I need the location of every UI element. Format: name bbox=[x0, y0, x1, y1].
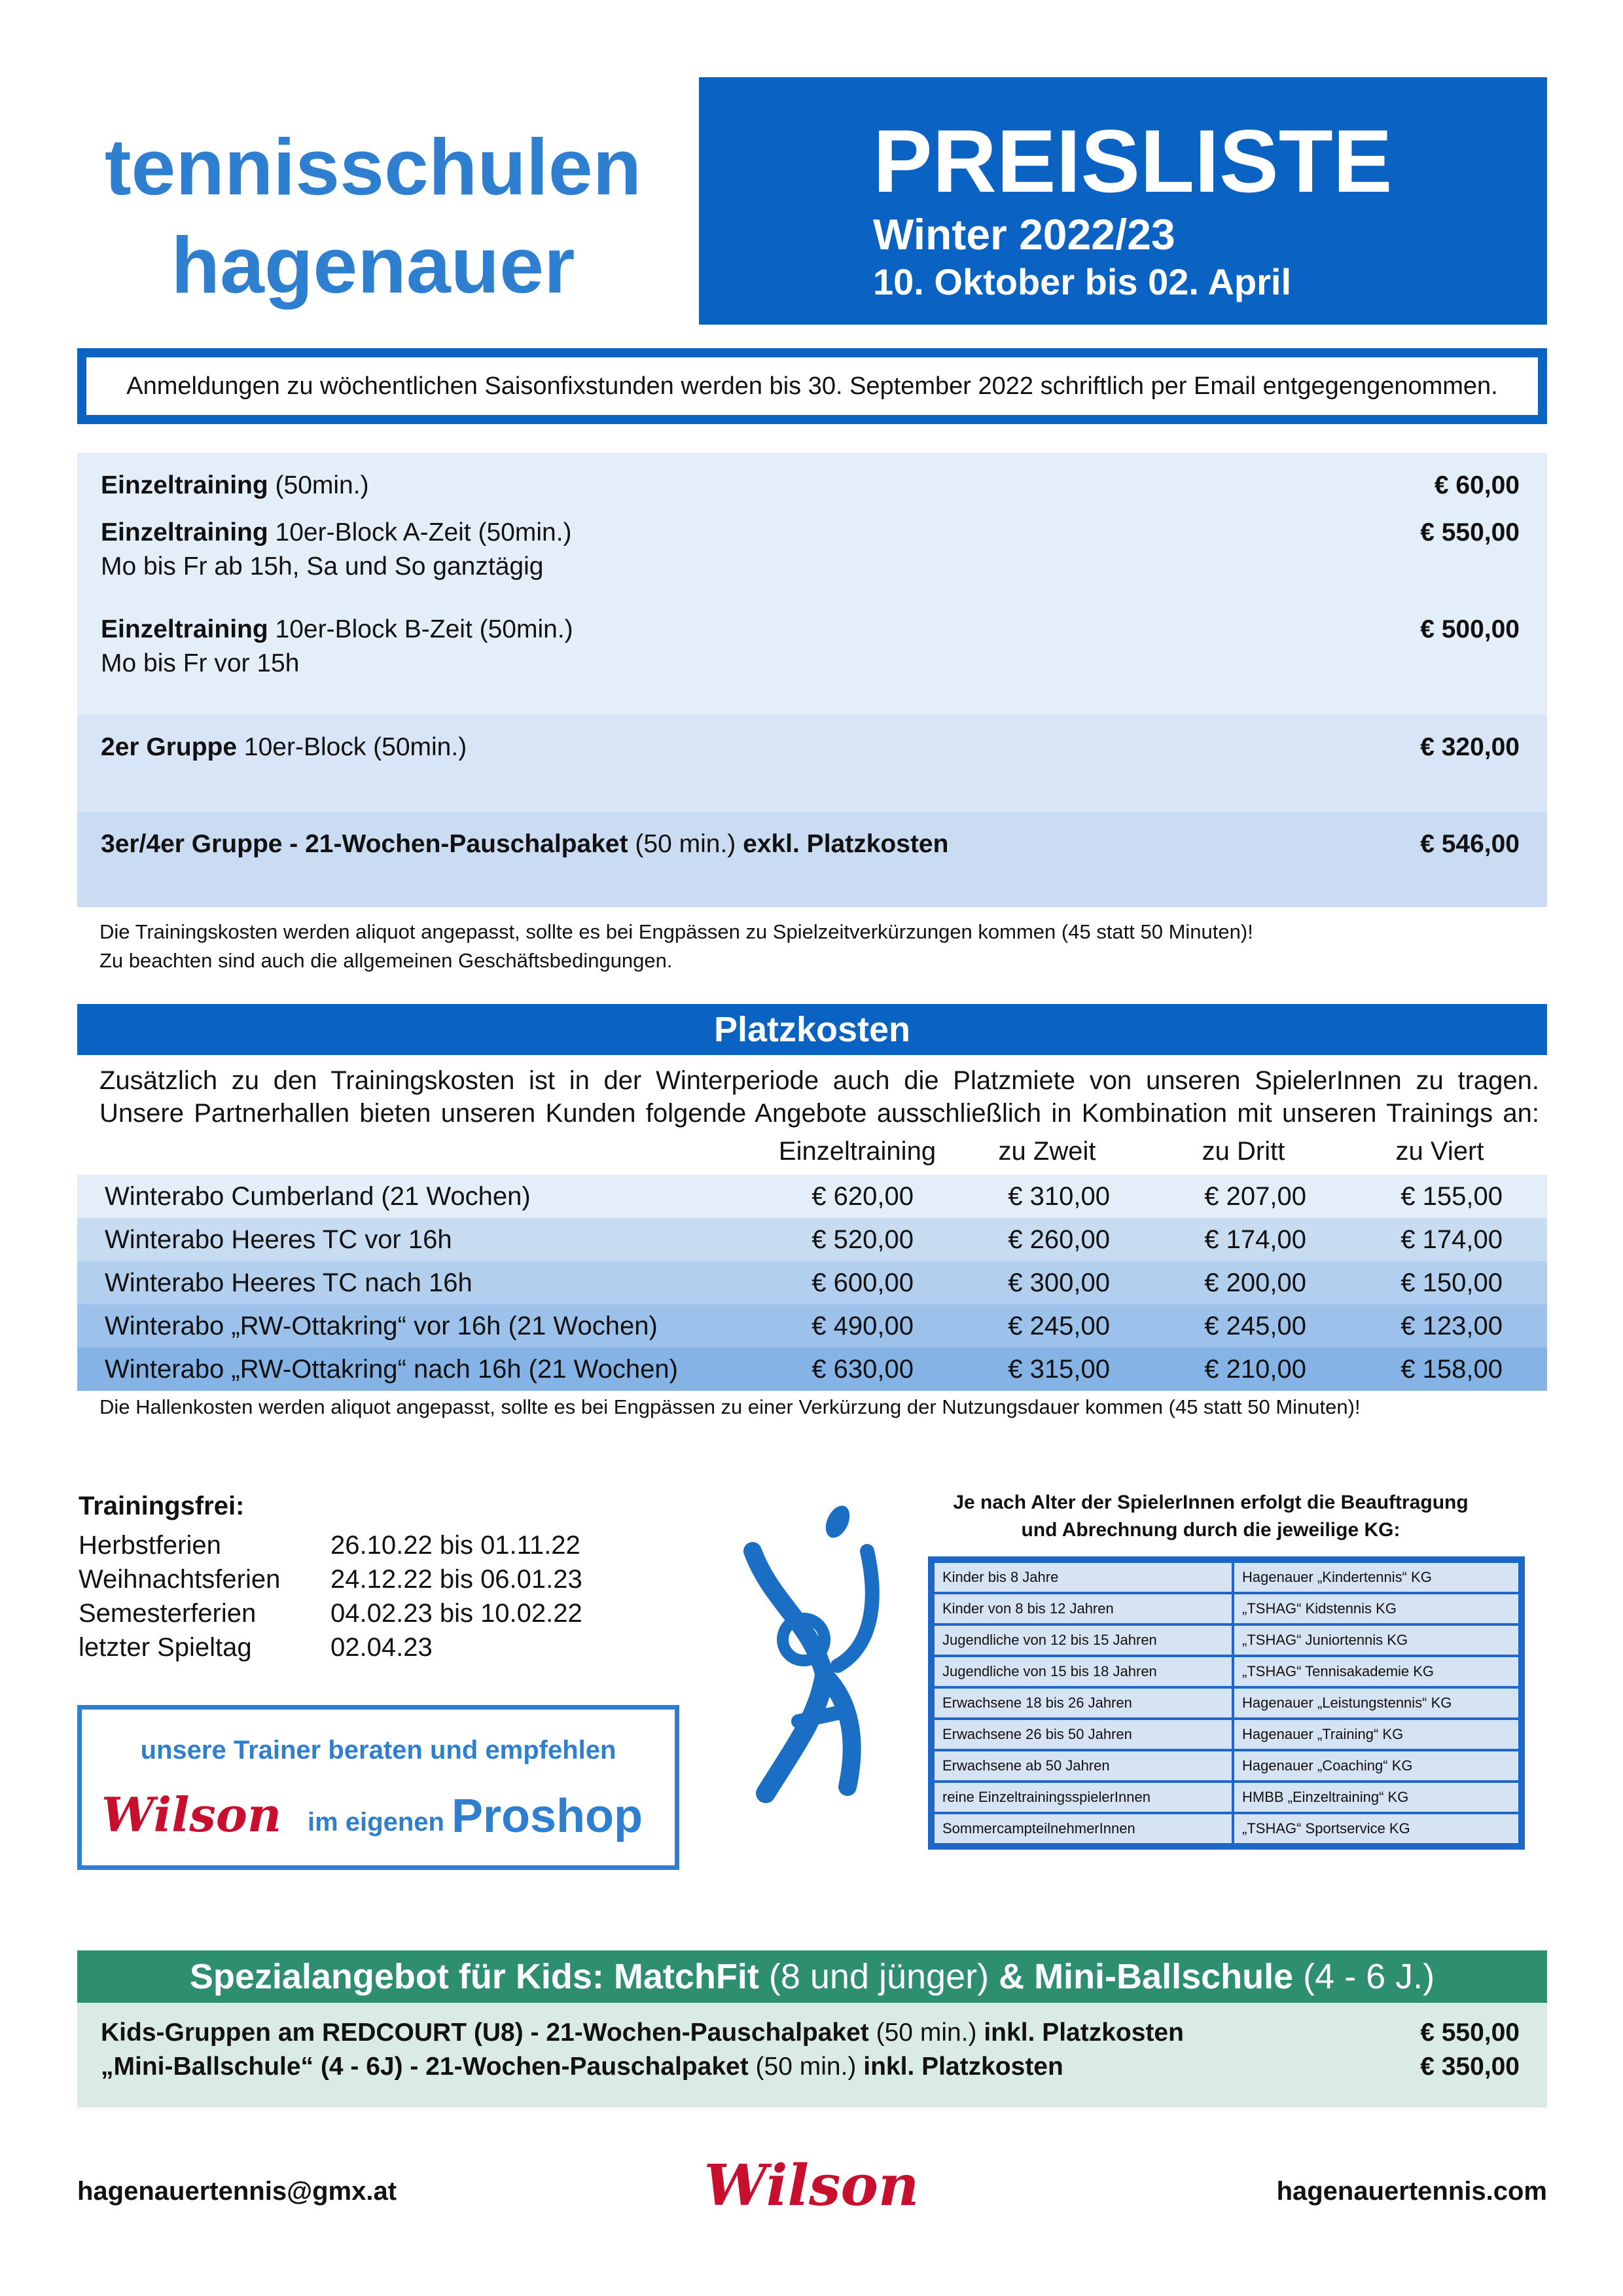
price-cell: € 150,00 bbox=[1400, 1268, 1503, 1297]
offer-detail: (50 min.) bbox=[748, 2053, 864, 2081]
offer-title-detail: (8 und jünger) bbox=[758, 1957, 999, 1996]
price-cell: € 210,00 bbox=[1204, 1354, 1306, 1384]
holiday-label: Semesterferien bbox=[79, 1599, 257, 1628]
proshop-middle-text: im eigenen bbox=[308, 1808, 444, 1837]
price-item-subline: Mo bis Fr ab 15h, Sa und So ganztägig bbox=[101, 552, 544, 581]
price-cell: € 310,00 bbox=[1008, 1181, 1110, 1211]
price-cell: € 155,00 bbox=[1400, 1181, 1503, 1211]
holiday-item bbox=[79, 1596, 582, 1630]
price-value: € 60,00 bbox=[1434, 471, 1520, 499]
column-header: zu Zweit bbox=[998, 1137, 1096, 1166]
table-row bbox=[77, 1175, 1547, 1218]
notice-text: Anmeldungen zu wöchentlichen Saisonfixstunden werden bis 30. September 2022 schriftlich per Email entgegengenommen. bbox=[126, 372, 1498, 400]
kids-offer-list bbox=[77, 2003, 1547, 2108]
holiday-item bbox=[79, 1528, 582, 1562]
court-costs-header: Platzkosten bbox=[77, 1004, 1547, 1055]
season-dates: 10. Oktober bis 02. April bbox=[873, 261, 1292, 302]
price-cell: € 207,00 bbox=[1204, 1181, 1306, 1211]
price-value: € 550,00 bbox=[1420, 518, 1520, 547]
training-price-list bbox=[77, 453, 1547, 907]
kg-name: Hagenauer „Leistungstennis“ KG bbox=[1234, 1689, 1518, 1717]
season-label: Winter 2022/23 bbox=[873, 210, 1175, 259]
price-value: € 546,00 bbox=[1420, 830, 1520, 858]
proshop-label: Proshop bbox=[452, 1790, 643, 1842]
age-group: Kinder bis 8 Jahre bbox=[935, 1563, 1232, 1592]
table-row bbox=[77, 1218, 1547, 1261]
hall-name: Winterabo Cumberland (21 Wochen) bbox=[105, 1181, 531, 1211]
wilson-logo: Wilson bbox=[101, 1787, 282, 1842]
note-line: Die Trainingskosten werden aliquot angepasst, sollte es bei Engpässen zu Spielzeitverkürzungen kommen (45 statt 50 Minuten)! bbox=[99, 920, 1253, 943]
age-group: Erwachsene ab 50 Jahren bbox=[935, 1751, 1232, 1780]
offer-price: € 550,00 bbox=[1420, 2018, 1520, 2047]
registration-notice bbox=[77, 348, 1547, 424]
kg-name: HMBB „Einzeltraining“ KG bbox=[1234, 1783, 1518, 1812]
holiday-dates: 04.02.23 bis 10.02.22 bbox=[330, 1599, 582, 1628]
court-intro bbox=[99, 1064, 1539, 1097]
kg-name: „TSHAG“ Kidstennis KG bbox=[1234, 1594, 1518, 1623]
note-line: Zu beachten sind auch die allgemeinen Geschäftsbedingungen. bbox=[99, 949, 673, 972]
kg-heading bbox=[897, 1489, 1525, 1544]
offer-name: „Mini-Ballschule“ (4 - 6J) - 21-Wochen-Pauschalpaket bbox=[101, 2053, 749, 2081]
kg-name: „TSHAG“ Tennisakademie KG bbox=[1234, 1657, 1518, 1686]
column-header: Einzeltraining bbox=[778, 1137, 936, 1166]
footer-wilson-logo: Wilson bbox=[704, 2153, 919, 2219]
page-title: PREISLISTE bbox=[873, 111, 1393, 211]
offer-title-bold: Spezialangebot für Kids: MatchFit bbox=[189, 1957, 759, 1996]
price-item-detail: 10er-Block (50min.) bbox=[237, 733, 467, 761]
table-row bbox=[935, 1814, 1518, 1843]
price-item-note: exkl. Platzkosten bbox=[743, 830, 949, 858]
kg-name: Hagenauer „Coaching“ KG bbox=[1234, 1751, 1518, 1780]
offer-name: Kids-Gruppen am REDCOURT (U8) - 21-Wochen-Pauschalpaket bbox=[101, 2018, 869, 2047]
price-row bbox=[77, 613, 1547, 715]
price-cell: € 300,00 bbox=[1008, 1268, 1110, 1297]
table-row bbox=[77, 1348, 1547, 1391]
kg-name: Hagenauer „Kindertennis“ KG bbox=[1234, 1563, 1518, 1592]
offer-detail: (50 min.) bbox=[868, 2018, 984, 2047]
hall-name: Winterabo „RW-Ottakring“ vor 16h (21 Wochen) bbox=[105, 1311, 658, 1340]
proshop-box bbox=[77, 1705, 679, 1870]
hall-name: Winterabo Heeres TC vor 16h bbox=[105, 1225, 452, 1254]
price-cell: € 245,00 bbox=[1204, 1311, 1306, 1340]
price-cell: € 315,00 bbox=[1008, 1354, 1110, 1384]
offer-row bbox=[101, 2016, 1520, 2050]
holiday-label: Weihnachtsferien bbox=[79, 1565, 281, 1594]
kids-offer-header bbox=[77, 1950, 1547, 2003]
player-figure-logo bbox=[726, 1505, 890, 1806]
price-item-name: Einzeltraining bbox=[101, 615, 268, 643]
brand-line-1: tennisschulen bbox=[104, 122, 642, 211]
age-group: Erwachsene 18 bis 26 Jahren bbox=[935, 1689, 1232, 1717]
holiday-dates: 02.04.23 bbox=[330, 1633, 433, 1662]
table-row bbox=[935, 1783, 1518, 1812]
holiday-dates: 26.10.22 bis 01.11.22 bbox=[330, 1531, 580, 1560]
table-row bbox=[935, 1563, 1518, 1592]
price-item-name: Einzeltraining bbox=[101, 471, 268, 499]
holiday-item bbox=[79, 1630, 582, 1664]
proshop-tagline: unsere Trainer beraten und empfehlen bbox=[140, 1736, 616, 1765]
age-group: Erwachsene 26 bis 50 Jahren bbox=[935, 1720, 1232, 1749]
court-cost-table bbox=[77, 1175, 1547, 1391]
brand-logo-text bbox=[101, 118, 645, 314]
offer-row bbox=[101, 2050, 1520, 2084]
price-item-detail: (50min.) bbox=[268, 471, 369, 499]
price-item-detail: 10er-Block A-Zeit (50min.) bbox=[268, 518, 572, 547]
table-row bbox=[77, 1261, 1547, 1304]
price-item-detail: 10er-Block B-Zeit (50min.) bbox=[268, 615, 573, 643]
holiday-label: letzter Spieltag bbox=[79, 1633, 252, 1662]
hall-name: Winterabo „RW-Ottakring“ nach 16h (21 Wochen) bbox=[105, 1354, 678, 1384]
price-cell: € 600,00 bbox=[812, 1268, 914, 1297]
column-header: zu Viert bbox=[1395, 1137, 1484, 1166]
court-intro-line: Zusätzlich zu den Trainingskosten ist in der Winterperiode auch die Platzmiete von unseren SpielerInnen zu tragen. bbox=[99, 1066, 1539, 1095]
court-intro-2 bbox=[99, 1097, 1539, 1130]
price-row bbox=[77, 812, 1547, 907]
price-item-name: 2er Gruppe bbox=[101, 733, 238, 761]
table-row bbox=[935, 1689, 1518, 1717]
price-value: € 500,00 bbox=[1420, 615, 1520, 643]
holiday-title: Trainingsfrei: bbox=[79, 1492, 245, 1520]
table-row bbox=[77, 1304, 1547, 1348]
price-cell: € 630,00 bbox=[812, 1354, 914, 1384]
price-cell: € 520,00 bbox=[812, 1225, 914, 1254]
kg-name: „TSHAG“ Juniortennis KG bbox=[1234, 1626, 1518, 1655]
offer-price: € 350,00 bbox=[1420, 2053, 1520, 2081]
age-group: Jugendliche von 15 bis 18 Jahren bbox=[935, 1657, 1232, 1686]
price-value: € 320,00 bbox=[1420, 733, 1520, 761]
price-item-subline: Mo bis Fr vor 15h bbox=[101, 649, 300, 677]
table-row bbox=[935, 1626, 1518, 1655]
table-row bbox=[935, 1720, 1518, 1749]
holiday-dates: 24.12.22 bis 06.01.23 bbox=[330, 1565, 582, 1594]
title-box bbox=[699, 77, 1547, 325]
price-cell: € 174,00 bbox=[1204, 1225, 1306, 1254]
offer-title-bold: & Mini-Ballschule bbox=[999, 1957, 1294, 1996]
price-cell: € 245,00 bbox=[1008, 1311, 1110, 1340]
table-row bbox=[935, 1594, 1518, 1623]
kg-table bbox=[928, 1556, 1525, 1850]
hall-cost-note: Die Hallenkosten werden aliquot angepasst, sollte es bei Engpässen zu einer Verkürzung der Nutzungsdauer kommen (45 statt 50 Minuten)! bbox=[99, 1395, 1361, 1418]
footer-email[interactable]: hagenauertennis@gmx.at bbox=[77, 2177, 397, 2206]
offer-note: inkl. Platzkosten bbox=[984, 2018, 1184, 2047]
price-item-name: 3er/4er Gruppe - 21-Wochen-Pauschalpaket bbox=[101, 830, 628, 858]
age-group: SommercampteilnehmerInnen bbox=[935, 1814, 1232, 1843]
kg-name: „TSHAG“ Sportservice KG bbox=[1234, 1814, 1518, 1843]
price-row bbox=[77, 715, 1547, 812]
holiday-label: Herbstferien bbox=[79, 1531, 221, 1560]
offer-title-detail: (4 - 6 J.) bbox=[1293, 1957, 1435, 1996]
brand-line-2: hagenauer bbox=[171, 221, 575, 310]
price-cell: € 200,00 bbox=[1204, 1268, 1306, 1297]
age-group: Kinder von 8 bis 12 Jahren bbox=[935, 1594, 1232, 1623]
price-cell: € 123,00 bbox=[1400, 1311, 1503, 1340]
court-intro-line: Unsere Partnerhallen bieten unseren Kunden folgende Angebote ausschließlich in Kombination mit unseren Trainings an: bbox=[99, 1099, 1539, 1128]
price-row bbox=[77, 516, 1547, 613]
table-row bbox=[935, 1751, 1518, 1780]
price-item-name: Einzeltraining bbox=[101, 518, 268, 547]
column-header: zu Dritt bbox=[1202, 1137, 1285, 1166]
footer-website[interactable]: hagenauertennis.com bbox=[1276, 2177, 1547, 2206]
price-cell: € 620,00 bbox=[812, 1181, 914, 1211]
offer-note: inkl. Platzkosten bbox=[863, 2053, 1063, 2081]
price-item-detail: (50 min.) bbox=[628, 830, 743, 858]
hall-name: Winterabo Heeres TC nach 16h bbox=[105, 1268, 473, 1297]
holiday-item bbox=[79, 1562, 582, 1596]
kg-name: Hagenauer „Training“ KG bbox=[1234, 1720, 1518, 1749]
age-group: Jugendliche von 12 bis 15 Jahren bbox=[935, 1626, 1232, 1655]
price-cell: € 490,00 bbox=[812, 1311, 914, 1340]
holiday-list bbox=[79, 1489, 582, 1664]
age-group: reine EinzeltrainingsspielerInnen bbox=[935, 1783, 1232, 1812]
table-row bbox=[935, 1657, 1518, 1686]
training-cost-note bbox=[99, 918, 1253, 975]
price-cell: € 260,00 bbox=[1008, 1225, 1110, 1254]
price-cell: € 174,00 bbox=[1400, 1225, 1503, 1254]
kg-heading-line: Je nach Alter der SpielerInnen erfolgt die Beauftragung bbox=[953, 1492, 1469, 1513]
kg-heading-line: und Abrechnung durch die jeweilige KG: bbox=[1021, 1519, 1400, 1541]
price-cell: € 158,00 bbox=[1400, 1354, 1503, 1384]
